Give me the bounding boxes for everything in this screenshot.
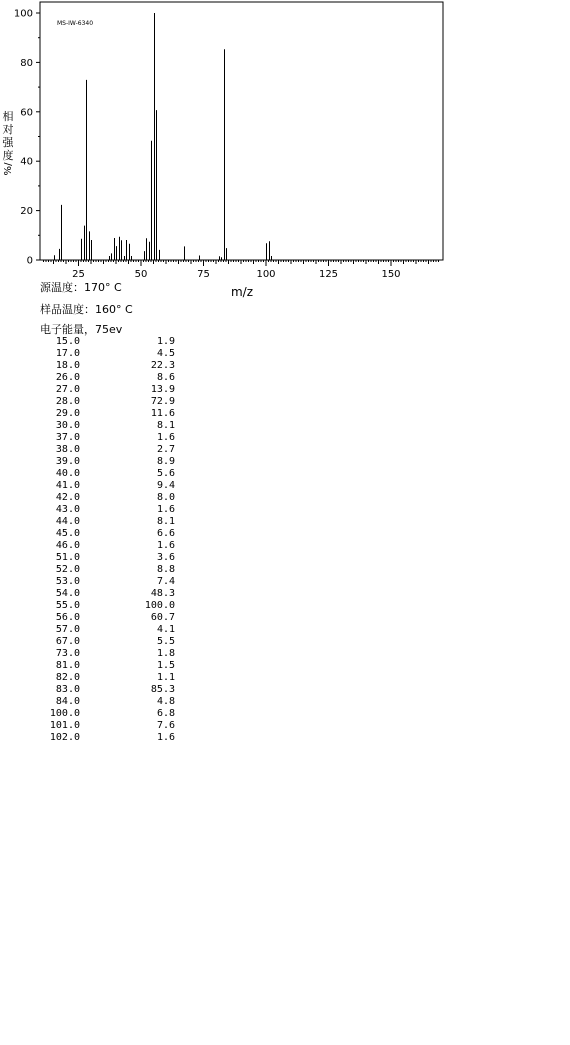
table-row (40, 600, 175, 612)
peak-bars (55, 13, 272, 260)
table-row (40, 720, 175, 732)
table-row (40, 696, 175, 708)
plot-frame (40, 2, 443, 260)
mz-value: 18.0 (55, 360, 80, 371)
peak-table (40, 336, 175, 744)
table-row (40, 516, 175, 528)
mz-value: 81.0 (55, 660, 80, 671)
abundance-value: 7.4 (156, 576, 175, 587)
table-row (40, 564, 175, 576)
table-row (40, 384, 175, 396)
y-tick-label: 60 (20, 107, 33, 119)
abundance-value: 8.1 (156, 420, 175, 431)
table-row (40, 504, 175, 516)
mz-value: 101.0 (49, 720, 80, 731)
table-row (40, 432, 175, 444)
mz-value: 15.0 (55, 336, 80, 347)
table-row (40, 444, 175, 456)
abundance-value: 85.3 (150, 684, 175, 695)
y-label-char-4: 度 (2, 149, 14, 162)
abundance-value: 1.8 (156, 648, 175, 659)
table-row (40, 636, 175, 648)
y-label-char-1: 相 (2, 110, 14, 123)
mz-value: 39.0 (55, 456, 80, 467)
mz-value: 17.0 (55, 348, 80, 359)
mz-value: 54.0 (55, 588, 80, 599)
table-row (40, 336, 175, 348)
table-row (40, 732, 175, 744)
y-label-char-3: 强 (2, 136, 14, 149)
y-tick-label: 80 (20, 57, 33, 69)
table-row (40, 492, 175, 504)
table-row (40, 552, 175, 564)
abundance-value: 22.3 (150, 360, 175, 371)
mz-value: 27.0 (55, 384, 80, 395)
abundance-value: 8.6 (156, 372, 175, 383)
mz-value: 51.0 (55, 552, 80, 563)
abundance-value: 2.7 (156, 444, 175, 455)
mass-spectrum-chart (0, 0, 460, 305)
y-label-unit: %/ (3, 162, 14, 176)
mz-value: 42.0 (55, 492, 80, 503)
mz-value: 29.0 (55, 408, 80, 419)
abundance-value: 13.9 (150, 384, 175, 395)
table-row (40, 348, 175, 360)
table-row (40, 648, 175, 660)
abundance-value: 8.8 (156, 564, 175, 575)
y-tick-label: 20 (20, 206, 33, 218)
abundance-value: 72.9 (150, 396, 175, 407)
abundance-value: 1.9 (156, 336, 175, 347)
abundance-value: 5.6 (156, 468, 175, 479)
abundance-value: 1.6 (156, 432, 175, 443)
mz-value: 30.0 (55, 420, 80, 431)
x-tick-label: 100 (256, 269, 276, 280)
mz-value: 84.0 (55, 696, 80, 707)
table-row (40, 360, 175, 372)
spectrum-id-label: MS-IW-6340 (57, 20, 94, 27)
abundance-value: 1.6 (156, 504, 175, 515)
mz-value: 67.0 (55, 636, 80, 647)
x-tick-label: 75 (197, 269, 210, 280)
abundance-value: 3.6 (156, 552, 175, 563)
mz-value: 55.0 (55, 600, 80, 611)
y-axis (14, 9, 40, 267)
mz-value: 43.0 (55, 504, 80, 515)
mz-value: 46.0 (55, 540, 80, 551)
table-row (40, 660, 175, 672)
abundance-value: 1.6 (156, 732, 175, 743)
mz-value: 100.0 (49, 708, 80, 719)
mz-value: 40.0 (55, 468, 80, 479)
table-row (40, 672, 175, 684)
mz-value: 52.0 (55, 564, 80, 575)
abundance-value: 60.7 (150, 612, 175, 623)
abundance-value: 4.1 (156, 624, 175, 635)
mz-value: 44.0 (55, 516, 80, 527)
mz-value: 57.0 (55, 624, 80, 635)
abundance-value: 48.3 (150, 588, 175, 599)
table-row (40, 408, 175, 420)
table-row (40, 540, 175, 552)
table-row (40, 612, 175, 624)
abundance-value: 8.0 (156, 492, 175, 503)
abundance-value: 1.1 (156, 672, 175, 683)
table-row (40, 396, 175, 408)
table-row (40, 708, 175, 720)
mz-value: 26.0 (55, 372, 80, 383)
mz-value: 83.0 (55, 684, 80, 695)
table-row (40, 468, 175, 480)
mz-value: 56.0 (55, 612, 80, 623)
mz-value: 53.0 (55, 576, 80, 587)
y-tick-label: 0 (26, 255, 33, 267)
mz-value: 38.0 (55, 444, 80, 455)
table-row (40, 372, 175, 384)
source-temperature: 源温度：170° C (40, 281, 122, 294)
y-tick-label: 40 (20, 156, 33, 168)
mz-value: 41.0 (55, 480, 80, 491)
abundance-value: 1.6 (156, 540, 175, 551)
abundance-value: 100.0 (144, 600, 175, 611)
x-axis-label: m/z (230, 285, 254, 299)
table-row (40, 576, 175, 588)
abundance-value: 6.8 (156, 708, 175, 719)
x-minor-ticks (44, 260, 439, 266)
mz-value: 37.0 (55, 432, 80, 443)
x-tick-label: 25 (72, 269, 85, 280)
abundance-value: 1.5 (156, 660, 175, 671)
table-row (40, 480, 175, 492)
x-tick-label: 150 (381, 269, 401, 280)
abundance-value: 8.1 (156, 516, 175, 527)
y-label-char-2: 对 (2, 123, 14, 136)
mz-value: 82.0 (55, 672, 80, 683)
x-tick-label: 50 (134, 269, 148, 280)
table-row (40, 420, 175, 432)
abundance-value: 11.6 (150, 408, 175, 419)
abundance-value: 8.9 (156, 456, 175, 467)
abundance-value: 9.4 (156, 480, 175, 491)
mz-value: 45.0 (55, 528, 80, 539)
abundance-value: 4.8 (156, 696, 175, 707)
table-row (40, 528, 175, 540)
electron-energy: 电子能量，75ev (40, 323, 123, 336)
abundance-value: 7.6 (156, 720, 175, 731)
mz-value: 73.0 (55, 648, 80, 659)
mz-value: 102.0 (49, 732, 80, 743)
abundance-value: 5.5 (156, 636, 175, 647)
sample-temperature: 样品温度：160° C (40, 303, 133, 316)
y-tick-label: 100 (13, 8, 33, 20)
table-row (40, 624, 175, 636)
abundance-value: 6.6 (156, 528, 175, 539)
table-row (40, 456, 175, 468)
mz-value: 28.0 (55, 396, 80, 407)
table-row (40, 588, 175, 600)
abundance-value: 4.5 (156, 348, 175, 359)
x-tick-label: 125 (318, 269, 339, 280)
x-axis (72, 269, 400, 280)
table-row (40, 684, 175, 696)
